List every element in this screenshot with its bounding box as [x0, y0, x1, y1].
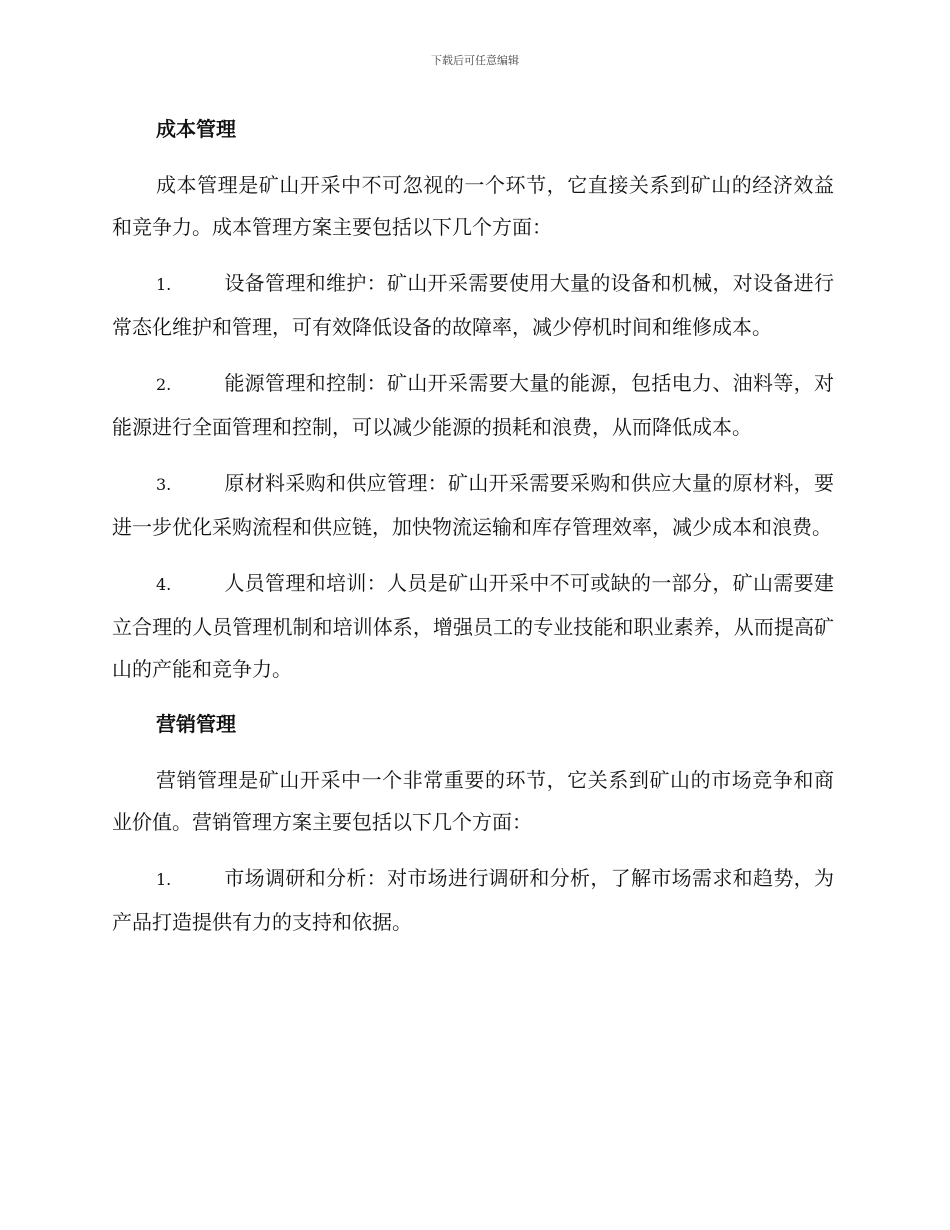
list-item — [112, 262, 834, 348]
list-item-number: 1. — [156, 870, 172, 889]
document-body — [112, 109, 834, 943]
section-title-marketing-management: 营销管理 — [156, 712, 236, 736]
list-item-number: 3. — [156, 475, 172, 494]
list-item — [112, 462, 834, 548]
list-item-text: 人员管理和培训：人员是矿山开采中不可或缺的一部分，矿山需要建立合理的人员管理机制和培训体系，增强员工的专业技能和职业素养，从而提高矿山的产能和竞争力。 — [112, 571, 834, 681]
list-item-number: 2. — [156, 375, 172, 394]
list-item-number: 4. — [156, 575, 172, 594]
list-item-text: 能源管理和控制：矿山开采需要大量的能源，包括电力、油料等，对能源进行全面管理和控制，可以减少能源的损耗和浪费，从而降低成本。 — [112, 371, 834, 439]
list-item — [112, 857, 834, 943]
list-item — [112, 562, 834, 690]
list-item-text: 市场调研和分析：对市场进行调研和分析，了解市场需求和趋势，为产品打造提供有力的支持和依据。 — [112, 866, 834, 934]
page-header-note: 下载后可任意编辑 — [431, 54, 519, 67]
list-item-number: 1. — [156, 275, 172, 294]
list-item — [112, 362, 834, 448]
section-intro-marketing-management: 营销管理是矿山开采中一个非常重要的环节，它关系到矿山的市场竞争和商业价值。营销管理方案主要包括以下几个方面： — [112, 768, 834, 834]
section-intro-cost-management: 成本管理是矿山开采中不可忽视的一个环节，它直接关系到矿山的经济效益和竞争力。成本管理方案主要包括以下几个方面： — [112, 173, 834, 239]
list-item-text: 设备管理和维护：矿山开采需要使用大量的设备和机械，对设备进行常态化维护和管理，可有效降低设备的故障率，减少停机时间和维修成本。 — [112, 271, 834, 339]
list-item-text: 原材料采购和供应管理：矿山开采需要采购和供应大量的原材料，要进一步优化采购流程和供应链，加快物流运输和库存管理效率，减少成本和浪费。 — [112, 471, 834, 539]
section-title-cost-management: 成本管理 — [156, 117, 236, 141]
